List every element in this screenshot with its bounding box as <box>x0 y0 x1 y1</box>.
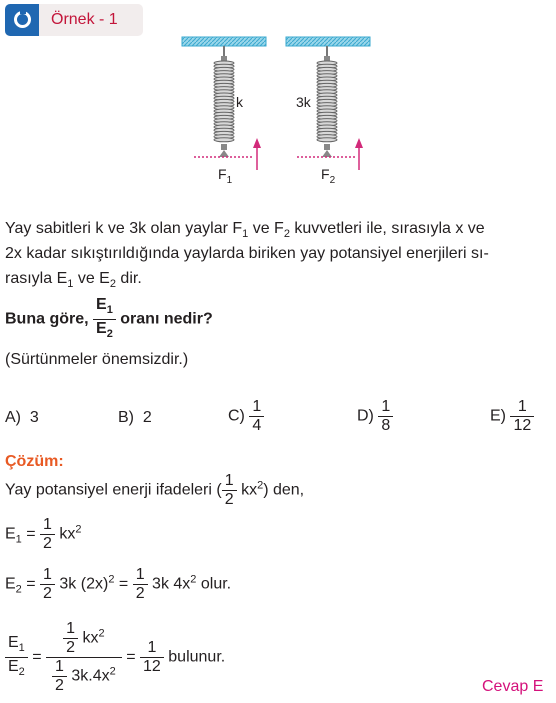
option-d[interactable]: D) $\frac{1}{8}$ <box>357 398 393 435</box>
option-c[interactable]: C) $\frac{1}{4}$ <box>228 398 264 435</box>
option-a[interactable]: A) 3 <box>5 409 39 426</box>
question-line-1: Yay sabitleri k ve 3k olan yaylar $F_1$ ve $F_2$ kuvvetleri ile, sırasıyla x ve <box>5 220 485 240</box>
example-label: Örnek - 1 <box>51 11 118 28</box>
question-line-3: rasıyla $E_1$ ve $E_2$ dir. <box>5 270 142 290</box>
question-line-2: 2x kadar sıkıştırıldığında yaylarda biriken yay potansiyel enerjileri sı- <box>5 245 489 262</box>
right-ceiling <box>286 37 370 46</box>
option-e[interactable]: E) $\frac{1}{12}$ <box>490 398 534 435</box>
force-arrow-left-icon <box>253 138 261 170</box>
force-arrow-right-icon <box>355 138 363 170</box>
answer-label: Cevap E <box>482 678 544 695</box>
label-k: k <box>236 94 243 110</box>
equation-e2: $E_2$ = $\frac{1}{2}$ 3k $(2x)^2$ = $\frac{1}{2}$ 3k $4x^2$ olur. <box>5 566 232 602</box>
left-ceiling <box>182 37 266 46</box>
question-prompt: Buna göre, $\frac{E_1}{E_2}$ oranı nedir? <box>5 296 213 343</box>
label-3k: 3k <box>296 94 311 110</box>
solution-intro: Yay potansiyel enerji ifadeleri ( $\frac{1}{2}$ $kx^2$) den, <box>5 472 305 508</box>
ratio-fraction: $\frac{E_1}{E_2}$ <box>93 296 116 343</box>
label-f2: $F_2$ <box>321 166 336 186</box>
right-spring <box>317 46 337 157</box>
option-b[interactable]: B) 2 <box>118 409 152 426</box>
equation-ratio: $\frac{E_1}{E_2}$ = $\frac{1}{2}$ $kx^2$ $\frac{1}{2}$ $3k.4x^2$ = $\frac{1}{12}$ bulunur. <box>5 620 225 695</box>
left-spring <box>214 46 234 157</box>
equation-e1: $E_1$ = $\frac{1}{2}$ $kx^2$ <box>5 516 82 552</box>
solution-title: Çözüm: <box>5 453 64 470</box>
label-f1: $F_1$ <box>218 166 233 186</box>
springs-figure <box>0 30 556 190</box>
question-note: (Sürtünmeler önemsizdir.) <box>5 351 189 368</box>
